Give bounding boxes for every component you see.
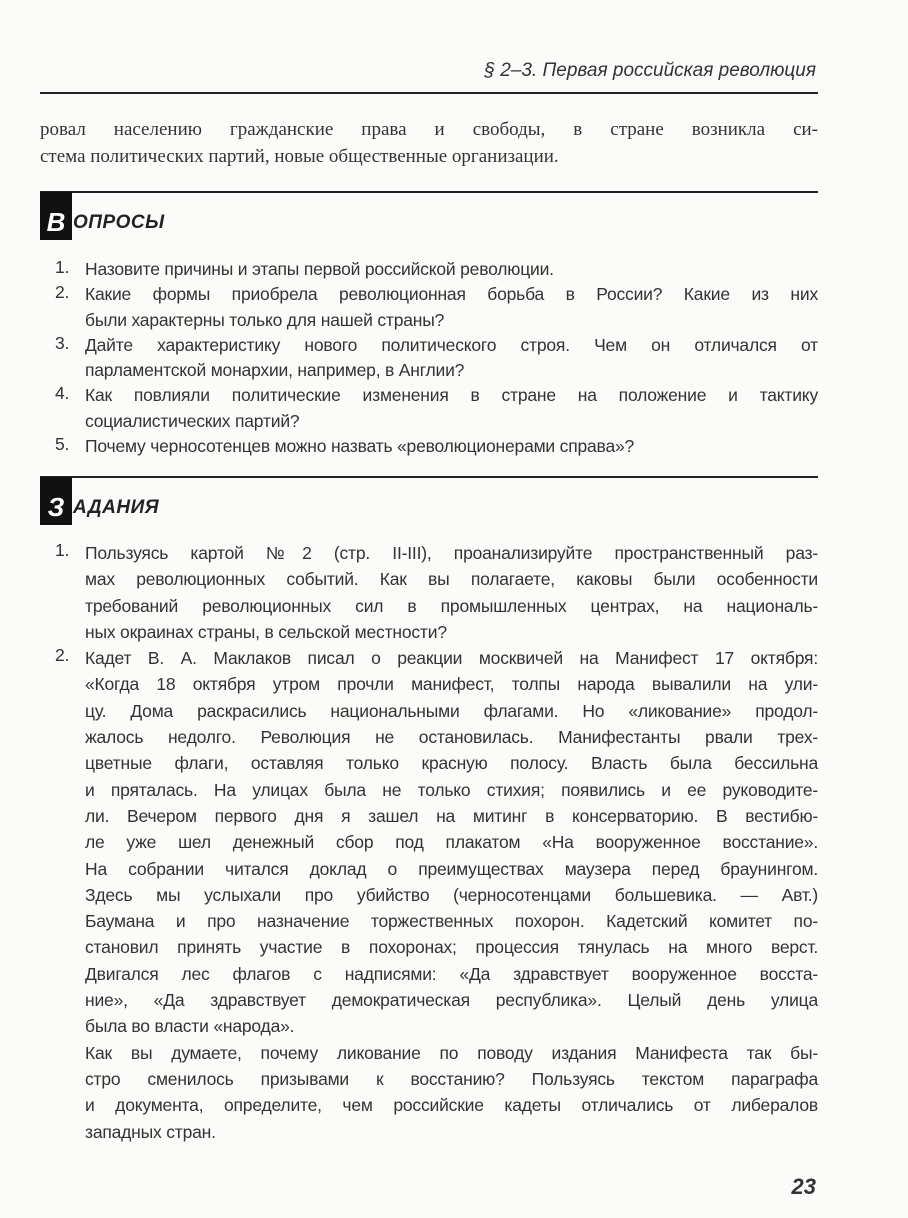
text-line: Как вы думаете, почему ликование по поводу издания Манифеста так бы- [85,1042,818,1063]
item-number: 1. [55,257,70,277]
intro-paragraph [40,116,818,170]
tasks-list [55,540,818,1145]
text-line: цу. Дома раскрасились национальными флагами. Но «ликование» продол- [85,700,818,721]
text-line: Как повлияли политические изменения в стране на положение и тактику [85,385,818,406]
text-line: социалистических партий? [85,410,300,431]
item-number: 5. [55,434,70,455]
header-rule [40,92,818,94]
text-line: ние», «Да здравствует демократическая республика». Целый день улица [85,990,818,1011]
item-body [85,645,818,1145]
item-body [85,383,818,434]
item-body [85,540,818,645]
item-body [85,333,818,384]
list-item [55,645,818,1145]
heading-initial: З [40,477,72,525]
text-line: Баумана и про назначение торжественных похорон. Кадетский комитет по- [85,911,818,932]
text-line: «Когда 18 октября утром прочли манифест, толпы народа вывалили на ули- [85,674,818,695]
list-item [55,383,818,434]
text-line: Какие формы приобрела революционная борьба в России? Какие из них [85,284,818,305]
text-line: мах революционных событий. Как вы полагаете, каковы были особенности [85,569,818,590]
heading-text: ОПРОСЫ [73,212,165,233]
text-line: Почему черносотенцев можно назвать «революционерами справа»? [85,436,635,457]
item-number: 4. [55,383,70,404]
item-number: 3. [55,332,70,353]
list-item [55,282,818,333]
questions-heading [40,192,165,240]
text-line: Назовите причины и этапы первой российской революции. [85,259,554,279]
questions-list [55,257,818,459]
text-line: была во власти «народа». [85,1016,295,1037]
text-line: стро сменилось призывами к восстанию? Пользуясь текстом параграфа [85,1068,818,1089]
text-line: ли. Вечером первого дня я зашел на митинг в консерваторию. В вестибю- [85,805,818,826]
list-item [55,333,818,384]
text-line: ле уже шел денежный сбор под плакатом «На вооруженное восстание». [85,832,818,853]
item-body [85,434,818,459]
text-line: парламентской монархии, например, в Англии? [85,360,465,381]
text-line: Дайте характеристику нового политического строя. Чем он отличался от [85,334,818,355]
text-line: стема политических партий, новые общественные организации. [40,146,559,167]
item-number: 1. [55,540,70,560]
text-line: Двигался лес флагов с надписями: «Да здравствует вооруженное восста- [85,963,818,984]
text-line: и документа, определите, чем российские кадеты отличались от либералов [85,1095,818,1116]
text-line: становил принять участие в похоронах; процессия тянулась на много верст. [85,937,818,958]
text-line: Кадет В. А. Маклаков писал о реакции москвичей на Манифест 17 октября: [85,648,818,669]
item-number: 2. [55,282,70,303]
text-line: Здесь мы услыхали про убийство (черносотенцами большевика. — Авт.) [85,884,818,905]
text-line: жалось недолго. Революция не остановилась. Манифестанты рвали трех- [85,727,818,748]
page-number: 23 [791,1174,816,1199]
text-line: требований революционных сил в промышленных центрах, на националь- [85,595,818,616]
list-item [55,540,818,645]
text-line: Пользуясь картой №2 (стр. II-III), проанализируйте пространственный раз- [85,543,818,563]
text-line: ровал населению гражданские права и свободы, в стране возникла си- [40,119,818,140]
list-item [55,257,818,282]
tasks-heading [40,477,159,525]
text-line: и пряталась. На улицах была не только стихия; появились и ее руководите- [85,779,818,800]
heading-initial: В [40,192,72,240]
heading-text: АДАНИЯ [73,497,160,518]
item-body [85,282,818,333]
text-line: цветные флаги, оставляя только красную полосу. Власть была бессильна [85,753,818,774]
list-item [55,434,818,459]
text-line: были характерны только для нашей страны? [85,309,445,330]
text-line: На собрании читался доклад о преимуществах маузера перед браунингом. [85,858,818,879]
item-body [85,257,818,282]
text-line: западных стран. [85,1121,216,1142]
text-line: ных окраинах страны, в сельской местности? [85,621,447,642]
running-head: § 2–3. Первая российская революция [484,60,816,81]
item-number: 2. [55,645,70,666]
